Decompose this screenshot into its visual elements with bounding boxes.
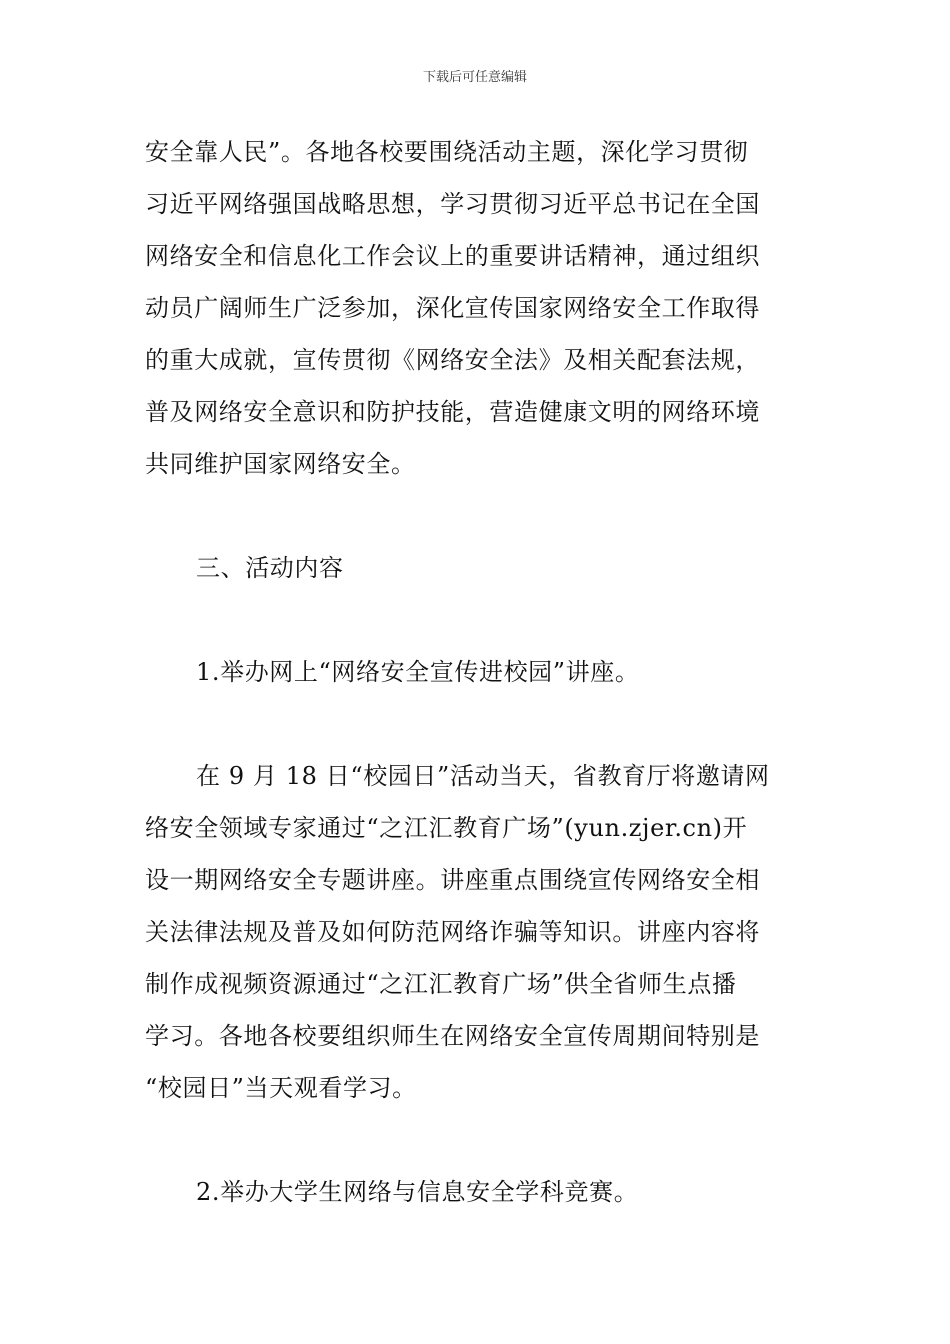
paragraph-spacer bbox=[145, 594, 810, 646]
text-line: 普及网络安全意识和防护技能，营造健康文明的网络环境 bbox=[145, 398, 760, 426]
text-line: 共同维护国家网络安全。 bbox=[145, 450, 416, 478]
text-line: 关法律法规及普及如何防范网络诈骗等知识。讲座内容将 bbox=[145, 918, 760, 946]
paragraph-spacer bbox=[145, 490, 810, 542]
paragraph-lecture-details bbox=[145, 750, 810, 1114]
text-line: 设一期网络安全专题讲座。讲座重点围绕宣传网络安全相 bbox=[145, 866, 760, 894]
text-line: “校园日”当天观看学习。 bbox=[145, 1074, 417, 1102]
paragraph-activity-theme bbox=[145, 126, 810, 490]
item-heading-lecture: 1.举办网上“网络安全宣传进校园”讲座。 bbox=[196, 658, 640, 686]
text-line: 络安全领域专家通过“之江汇教育广场”(yun.zjer.cn)开 bbox=[145, 814, 748, 842]
paragraph-spacer bbox=[145, 1114, 810, 1166]
text-line: 动员广阔师生广泛参加，深化宣传国家网络安全工作取得 bbox=[145, 294, 760, 322]
text-line: 学习。各地各校要组织师生在网络安全宣传周期间特别是 bbox=[145, 1022, 760, 1050]
text-line: 的重大成就，宣传贯彻《网络安全法》及相关配套法规， bbox=[145, 346, 760, 374]
text-line: 习近平网络强国战略思想，学习贯彻习近平总书记在全国 bbox=[145, 190, 760, 218]
text-line: 安全靠人民”。各地各校要围绕活动主题，深化学习贯彻 bbox=[145, 138, 749, 166]
paragraph-spacer bbox=[145, 698, 810, 750]
section-heading-activity-content: 三、活动内容 bbox=[196, 554, 344, 582]
item-heading-competition: 2.举办大学生网络与信息安全学科竞赛。 bbox=[196, 1178, 639, 1206]
document-body bbox=[145, 126, 810, 1218]
text-line: 网络安全和信息化工作会议上的重要讲话精神，通过组织 bbox=[145, 242, 760, 270]
text-line: 制作成视频资源通过“之江汇教育广场”供全省师生点播 bbox=[145, 970, 737, 998]
text-line: 在 9 月 18 日“校园日”活动当天，省教育厅将邀请网 bbox=[196, 762, 770, 790]
page-header-note: 下载后可任意编辑 bbox=[422, 70, 527, 85]
